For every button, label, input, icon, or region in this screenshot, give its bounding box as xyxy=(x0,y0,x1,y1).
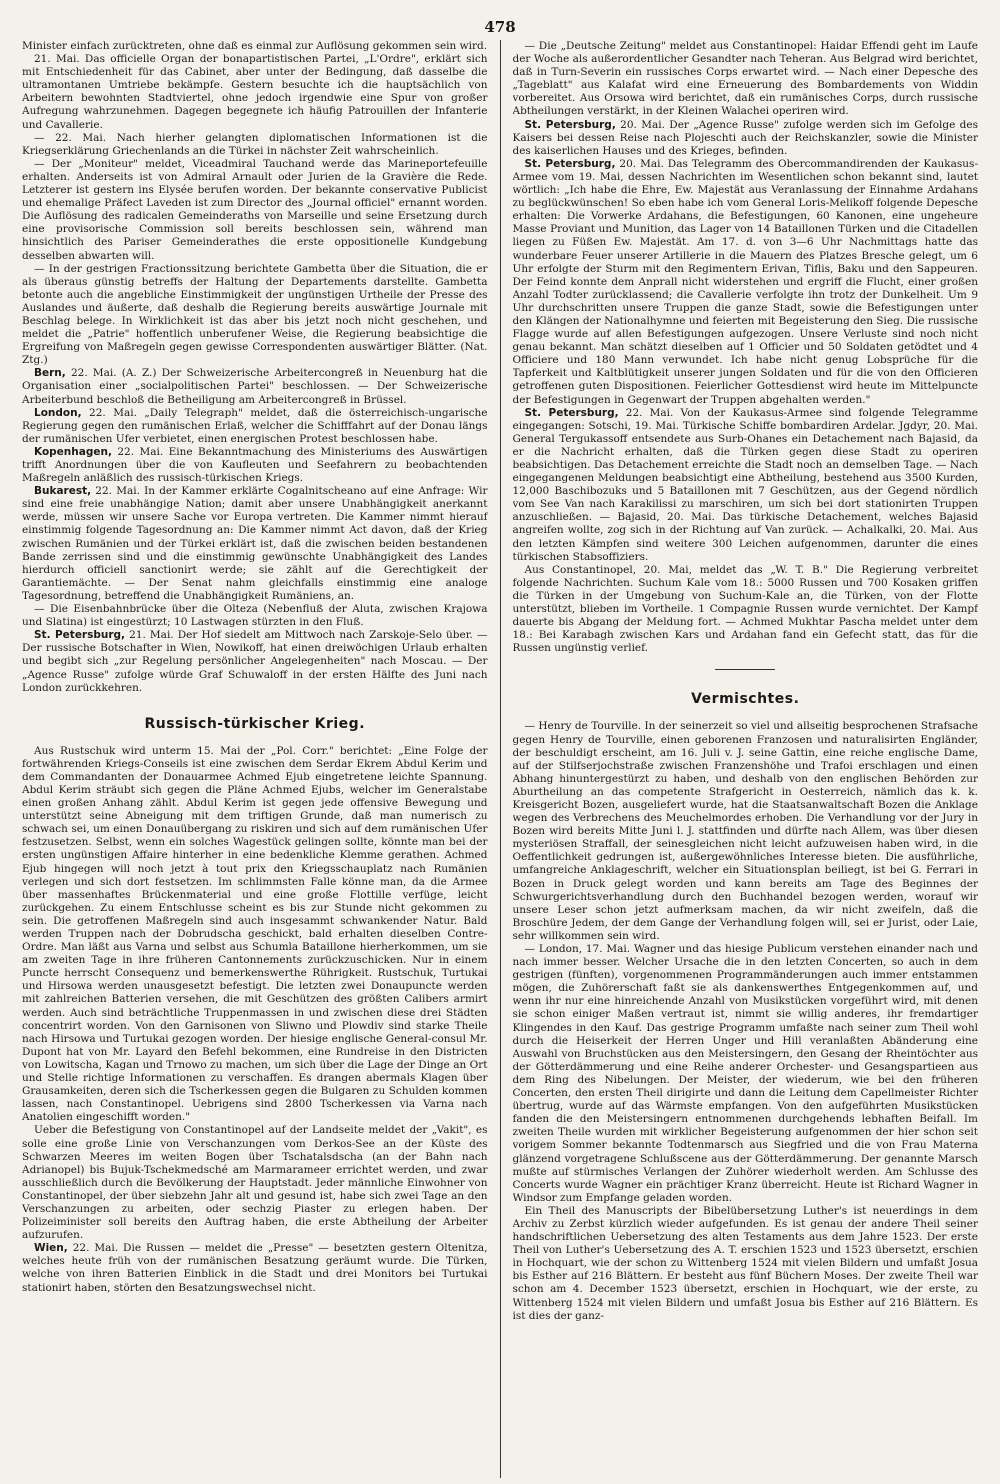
news-item xyxy=(22,629,488,694)
section-heading-war: Russisch-türkischer Krieg. xyxy=(144,715,366,732)
right-column xyxy=(513,40,979,1478)
two-column-layout xyxy=(22,40,978,1478)
article-paragraph: Minister einfach zurücktreten, ohne daß es einmal zur Auflösung gekommen sein wird. xyxy=(22,40,488,52)
news-item xyxy=(22,485,488,603)
dateline-place: Kopenhagen, xyxy=(34,445,112,458)
news-text: 22. Mai. „Daily Telegraph" meldet, daß die österreichisch-ungarische Regierung gegen den rumänischen Erlaß, welcher die Schifffahrt auf der Donau längs der rumänischen Ufer verbietet, einen energischen Protest beschlossen habe. xyxy=(22,406,488,445)
dateline-place: St. Petersburg, xyxy=(34,629,126,642)
news-text: 22. Mai. Von der Kaukasus-Armee sind folgende Telegramme eingegangen: Sotschi, 19. Mai. Türkische Schiffe bombardiren Ardelar. Jgdyr, 20. Mai. General Tergukassoff entsendete aus Surb-Ohanes ein Detachement nach Bajasid, da er die Nachricht erhalten, daß die Türken gegen diese Stadt zu operiren beabsichtigen. Das Detachement erreichte die Stadt noch an demselben Tage. — Nach eingegangenen Meldungen beabsichtigt eine Abtheilung, bestehend aus 3500 Kurden, 12,000 Baschibozuks und 5 Bataillonen mit 7 Geschützen, aus der Gegend nördlich vom See Van nach Karakilissi zu marschiren, um sich bei dort stationirten Truppen anzuschließen. — Bajasid, 20. Mai. Das türkische Detachement, welches Bajasid angreifen wollte, zog sich in der Richtung auf Van zurück. — Achalkalki, 20. Mai. Aus den letzten Kämpfen sind weitere 300 Leichen aufgenommen, darunter die eines türkischen Stabsoffiziers. xyxy=(512,406,978,563)
news-item xyxy=(22,1242,488,1294)
dateline-place: St. Petersburg, xyxy=(524,406,619,419)
article-paragraph: — 22. Mai. Nach hierher gelangten diplomatischen Informationen ist die Kriegserklärung Griechenlands an die Türkei in nächster Zeit wahrscheinlich. xyxy=(22,131,488,157)
news-text: 22. Mai. In der Kammer erklärte Cogalnitscheano auf eine Anfrage: Wir sind eine freie unabhängige Nation; damit aber unsere Unabhängigkeit anerkannt werde, müssen wir unsere Sache vor Europa vertreten. Die Kammer nimmt hierauf einstimmig folgende Tagesordnung an: Die Kammer nimmt Act davon, daß der Krieg zwischen Rumänien und der Türkei erklärt ist, daß die zwischen beiden bestandenen Bande zerrissen sind und die einstimmig gewünschte Unabhängigkeit des Landes hierdurch officiell sanctionirt werde; sie zählt auf die Gerechtigkeit der Garantiemächte. — Der Senat nahm gleichfalls einstimmig eine analoge Tagesordnung, betreffend die Unabhängigkeit Rumäniens, an. xyxy=(22,485,488,602)
dateline-place: Wien, xyxy=(34,1242,68,1255)
dateline-place: Bukarest, xyxy=(34,485,92,498)
article-paragraph: — London, 17. Mai. Wagner und das hiesige Publicum verstehen einander nach und nach immer besser. Welcher Ursache die in den letzten Concerten, so auch in dem gestrigen (fünften), vorgenommenen Programmänderungen auch immer entstammen mögen, die Zuhörerschaft faßt sie als dankenswerthes Entgegenkommen auf, und wenn ihr nur eine hinreichende Anzahl von Musikstücken vorgeführt wird, mit denen sie schon einiger Maßen vertraut ist, nimmt sie willig anderes, ihr fremdartiger Klingendes in den Kauf. Das gestrige Programm umfaßte nach seiner zum Theil wohl durch die Heiserkeit der Herren Unger und Hill veranlaßten Abänderung eine Auswahl von Bruchstücken aus den Meistersingern, den Gesang der Rheintöchter aus der Götterdämmerung und eine Reihe anderer Orchester- und Gesangspartieen aus dem Ring des Nibelungen. Der Meister, der wiederum, wie bei den früheren Concerten, den ersten Theil dirigirte und dann die Leitung dem Capellmeister Richter übertrug, wurde auf das Wärmste empfangen. Von den aufgeführten Musikstücken fanden die den Meistersingern entnommenen durchgehends lebhaften Beifall. Im zweiten Theile wurden mit wirklicher Begeisterung aufgenommen der hier schon seit vorigem Sommer bekannte Todtenmarsch aus Siegfried und die von Frau Materna glänzend vorgetragene Schlußscene aus der Götterdämmerung. Der genannte Marsch mußte auf stürmisches Verlangen der Zuhörer wiederholt werden. Am Schlusse des Concerts wurde Wagner ein prächtiger Kranz überreicht. Heute ist Richard Wagner in Windsor zum Empfange geladen worden. xyxy=(512,943,978,1204)
dateline-place: St. Petersburg, xyxy=(524,157,616,170)
news-text: 22. Mai. Die Russen — meldet die „Presse" — besetzten gestern Oltenitza, welches heute früh von der rumänischen Besatzung geräumt wurde. Die Türken, welche von ihren Batterien Einblick in die Stadt und drei Monitors bei Turtukai stationirt haben, störten den Besatzungswechsel nicht. xyxy=(22,1242,488,1294)
news-item xyxy=(22,367,488,406)
dateline-place: St. Petersburg, xyxy=(524,118,616,131)
article-paragraph: — Henry de Tourville. In der seinerzeit so viel und allseitig besprochenen Strafsache gegen Henry de Tourville, einen geborenen Franzosen und naturalisirten Engländer, der beschuldigt erscheint, am 16. Juli v. J. seine Gattin, eine reiche englische Dame, auf der Stilfserjochstraße zwischen Franzenshöhe und Trafoi erschlagen und einen Abhang hinuntergestürzt zu haben, und deshalb von den englischen Behörden zur Aburtheilung an das competente Strafgericht in Oesterreich, nämlich das k. k. Kreisgericht Bozen, ausgeliefert wurde, hat die Staatsanwaltschaft Bozen die Anklage wegen des Verbrechens des Meuchelmordes erhoben. Die Verhandlung vor der Jury in Bozen wird bereits Mitte Juni l. J. stattfinden und dürfte nach Allem, was über diesen mysteriösen Straffall, der seinesgleichen nicht leicht aufzuweisen haben wird, in die Oeffentlichkeit gedrungen ist, außergewöhnliches Interesse bieten. Die ausführliche, umfangreiche Anklageschrift, welcher ein Situationsplan beiliegt, ist bei G. Ferrari in Bozen in Druck gelegt worden und kann bereits am Tage des Beginnes der Schwurgerichtsverhandlung durch den Buchhandel bezogen werden, worauf wir unsere Leser schon jetzt aufmerksam machen, da wir nicht zweifeln, daß die Broschüre Jedem, der dem Gange der Verhandlung folgen will, sei er Jurist, oder Laie, sehr willkommen sein wird. xyxy=(512,720,978,942)
news-item xyxy=(22,446,488,485)
column-rule xyxy=(500,40,501,1478)
dateline-place: Bern, xyxy=(34,367,66,380)
news-text: 21. Mai. Der Hof siedelt am Mittwoch nach Zarskoje-Selo über. — Der russische Botschafter in Wien, Nowikoff, hat einen dreiwöchigen Urlaub erhalten und begibt sich „zur Regelung persönlicher Angelegenheiten" nach Moscau. — Der „Agence Russe" zufolge würde Graf Schuwaloff in der ersten Hälfte des Juni nach London zurückkehren. xyxy=(22,629,488,694)
news-item xyxy=(513,407,979,564)
article-paragraph: Ueber die Befestigung von Constantinopel auf der Landseite meldet der „Vakit", es solle eine große Linie von Verschanzungen vom Derkos-See an der Küste des Schwarzen Meeres im weiten Bogen über Tschatalsdscha (an der Bahn nach Adrianopel) bis Bujuk-Tschekmedsché am Marmarameer errichtet werden, und zwar ausschließlich durch die Bevölkerung der Hauptstadt. Jeder männliche Einwohner von Constantinopel, der über siebzehn Jahr alt und gesund ist, habe sich zwei Tage an den Verschanzungen zu arbeiten, oder sechzig Piaster zu erlegen haben. Der Polizeiminister soll bereits den Auftrag haben, die erste Abtheilung der Arbeiter aufzurufen. xyxy=(22,1124,488,1242)
page-number: 478 xyxy=(484,18,516,36)
news-item xyxy=(513,119,979,158)
article-paragraph: Ein Theil des Manuscripts der Bibelübersetzung Luther's ist neuerdings in dem Archiv zu Zerbst kürzlich wieder aufgefunden. Es ist genau der andere Theil seiner handschriftlichen Uebersetzung des alten Testaments aus dem Jahre 1523. Der erste Theil von Luther's Uebersetzung des A. T. erschien 1523 und 1523 übersetzt, erschien in Hochquart, wie der schon zu Wittenberg 1524 mit vielen Bildern und umfaßt Josua bis Esther auf 216 Blättern. Er besteht aus fünf Büchern Moses. Der zweite Theil war schon am 4. December 1523 übersetzt, erschien in Hochquart, wie der erste, zu Wittenberg 1524 mit vielen Bildern und umfaßt Josua bis Esther auf 216 Blättern. Es ist dies der ganz- xyxy=(512,1204,978,1322)
article-paragraph: — In der gestrigen Fractionssitzung berichtete Gambetta über die Situation, die er als überaus günstig betreffs der Haltung der Departements darstellte. Gambetta betonte auch die angebliche Einstimmigkeit der ungünstigen Urtheile der Presse des Auslandes und äußerte, daß deshalb die Regierung bereits auswärtige Journale mit Beschlag belege. In Wirklichkeit ist das aber bis jetzt noch nicht geschehen, und meldet die „Patrie" hoffentlich unberufener Weise, die Regierung beabsichtige die Ergreifung von Maßregeln gegen gewisse Correspondenten auswärtiger Blätter. (Nat. Ztg.) xyxy=(22,262,488,367)
article-paragraph: — Der „Moniteur" meldet, Viceadmiral Tauchand werde das Marineportefeuille erhalten. Anderseits ist von Admiral Arnault oder Jurien de la Gravière die Rede. Letzterer ist gestern ins Elysée berufen worden. Der bekannte conservative Publicist und ehemalige Präfect Laveden ist zum Director des „Journal officiel" ernannt worden. Die Auflösung des radicalen Gemeinderaths von Marseille und seine Ersetzung durch eine provisorische Commission soll bereits beschlossen sein, während man hinsichtlich des Pariser Gemeinderathes die erste oppositionelle Kundgebung desselben abwarten will. xyxy=(22,157,488,262)
article-paragraph: Aus Rustschuk wird unterm 15. Mai der „Pol. Corr." berichtet: „Eine Folge der fortwährenden Kriegs-Conseils ist eine zwischen dem Serdar Ekrem Abdul Kerim und dem Commandanten der Donauarmee Achmed Ejub eingetretene leichte Spannung. Abdul Kerim sträubt sich gegen die Pläne Achmed Ejubs, welcher im Generalstabe einen großen Anhang zählt. Abdul Kerim ist gegen jede offensive Bewegung und unterstützt seine Abneigung mit dem triftigen Grunde, daß man numerisch zu schwach sei, um einen Donauübergang zu riskiren und sich auf dem rumänischen Ufer festzusetzen. Selbst, wenn ein solches Wagestück gelingen sollte, könnte man bei der ersten ungünstigen Affaire hinterher in eine bedenkliche Klemme gerathen. Achmed Ejub hingegen will noch jetzt à tout prix den Kriegsschauplatz nach Rumänien verlegen und sich dort festsetzen. Im schlimmsten Falle könne man, da die Armee über massenhaftes Brückenmaterial und eine große Flottille verfüge, leicht zurückgehen. Zu einem Entschlusse scheint es bis zur Stunde nicht gekommen zu sein. Die getroffenen Maßregeln sind auch insgesammt schwankender Natur. Bald werden Truppen nach der Dobrudscha geschickt, bald erhalten dieselben Contre-Ordre. Man läßt aus Varna und selbst aus Schumla Bataillone hierherkommen, um sie am zweiten Tage in ihre früheren Cantonnements zurückzuschicken. Nur in einem Puncte herrscht Consequenz und bemerkenswerthe Rührigkeit. Rustschuk, Turtukai und Hirsowa werden unausgesetzt befestigt. Die letzten zwei Donaupuncte werden mit zahlreichen Batterien versehen, die mit Geschützen des größten Calibers armirt werden. Auch sind beträchtliche Truppenmassen in und zwischen diese drei Städten concentrirt worden. Von den Garnisonen von Sliwno und Plowdiv sind starke Theile nach Hirsowa und Turtukai gezogen worden. Der hiesige englische General-consul Mr. Dupont hat von Mr. Layard den Befehl bekommen, eine Rundreise in den Districten von Lowitscha, Kagan und Trnowo zu machen, um sich über die Lage der Dinge an Ort und Stelle richtige Informationen zu verschaffen. Es drangen abermals Klagen über Grausamkeiten, deren sich die Tscherkessen gegen die Bulgaren zu Schulden kommen lassen, nach Constantinopel. Uebrigens sind 2800 Tscherkessen via Varna nach Anatolien eingeschifft worden." xyxy=(22,744,488,1124)
news-text: 22. Mai. (A. Z.) Der Schweizerische Arbeitercongreß in Neuenburg hat die Organisation einer „socialpolitischen Partei" beschlossen. — Der Schweizerische Arbeiterbund beschloß die Betheiligung am Arbeitercongreß in Brüssel. xyxy=(22,367,488,406)
section-heading-misc: Vermischtes. xyxy=(691,691,800,708)
dateline-place: London, xyxy=(34,406,82,419)
news-text: 20. Mai. Der „Agence Russe" zufolge werden sich im Gefolge des Kaisers bei dessen Reise nach Plojeschti auch der Reichskanzler, sowie die Minister des kaiserlichen Hauses und des Krieges, befinden. xyxy=(512,118,978,157)
news-item xyxy=(513,158,979,407)
section-rule xyxy=(715,669,775,670)
news-text: 22. Mai. Eine Bekanntmachung des Ministeriums des Auswärtigen trifft Anordnungen über die von Kaufleuten und Seefahrern zu beobachtenden Maßregeln anläßlich des russisch-türkischen Kriegs. xyxy=(22,445,488,485)
article-paragraph: — Die Eisenbahnbrücke über die Olteza (Nebenfluß der Aluta, zwischen Krajowa und Slatina) ist eingestürzt; 10 Lastwagen stürzten in den Fluß. xyxy=(22,603,488,629)
news-item xyxy=(22,407,488,446)
article-paragraph: Aus Constantinopel, 20. Mai, meldet das „W. T. B." Die Regierung verbreitet folgende Nachrichten. Suchum Kale vom 18.: 5000 Russen und 700 Kosaken griffen die Türken in der Umgebung von Suchum-Kale an, die Türken, von der Flotte unterstützt, blieben im Vortheile. 1 Compagnie Russen wurde vernichtet. Der Kampf dauerte bis Abgang der Meldung fort. — Achmed Mukhtar Pascha meldet unter dem 18.: Bei Karabagh zwischen Kars und Ardahan fand ein Gefecht statt, das für die Russen ungünstig verlief. xyxy=(512,563,978,655)
article-paragraph: 21. Mai. Das officielle Organ der bonapartistischen Partei, „L'Ordre", erklärt sich mit Entschiedenheit für das Cabinet, aber unter der Bedingung, daß dasselbe die ultramontanen Umtriebe bekämpfe. Gestern besuchte ich die hauptsächlich von Arbeitern bewohnten Stadtviertel, ohne jedoch irgendwie eine Spur von großer Aufregung wahrzunehmen. Dagegen begegnete ich häufig Patrouillen der Infanterie und Cavallerie. xyxy=(22,53,488,131)
left-column xyxy=(22,40,488,1478)
news-text: 20. Mai. Das Telegramm des Obercommandirenden der Kaukasus-Armee vom 19. Mai, dessen Nachrichten im Wesentlichen schon bekannt sind, lautet wörtlich: „Ich habe die Ehre, Ew. Majestät aus Veranlassung der Einnahme Ardahans zu beglückwünschen! So eben habe ich vom General Loris-Melikoff folgende Depesche erhalten: Die Vorwerke Ardahans, die Befestigungen, 60 Kanonen, eine ungeheure Masse Proviant und Munition, das Lager von 14 Bataillonen Türken und die Citadellen liegen zu Füßen Ew. Majestät. Am 17. d. von 3—6 Uhr Nachmittags hatte das wunderbare Feuer unserer Artillerie in die Mauern des Platzes Bresche gelegt, um 6 Uhr erfolgte der Sturm mit den Regimentern Erivan, Tiflis, Baku und den Sappeuren. Der Feind konnte dem Anprall nicht widerstehen und ergriff die Flucht, einer großen Anzahl Todter zurücklassend; die Cavallerie verfolgte ihn trotz der Dunkelheit. Um 9 Uhr durchschritten unsere Truppen die ganze Stadt, sowie die Befestigungen unter den Klängen der Nationalhymne und feierten mit Begeisterung den Sieg. Die russische Flagge wurde auf allen Befestigungen aufgezogen. Unsere Verluste sind noch nicht genau bekannt. Man schätzt dieselben auf 1 Officier und 50 Soldaten getödtet und 4 Officiere und 180 Mann verwundet. Ich habe nicht genug Lobsprüche für die Tapferkeit und Kaltblütigkeit unserer jungen Soldaten und für die von den Officieren getroffenen guten Dispositionen. Feierlicher Gottesdienst wird heute im Mittelpuncte der Befestigungen in Gegenwart der Truppen abgehalten werden." xyxy=(512,157,978,406)
article-paragraph: — Die „Deutsche Zeitung" meldet aus Constantinopel: Haidar Effendi geht im Laufe der Woche als außerordentlicher Gesandter nach Teheran. Aus Belgrad wird berichtet, daß in Turn-Severin ein russisches Corps erwartet wird. — Nach einer Depesche des „Tageblatt" aus Kalafat wird eine Erneuerung des Bombardements von Widdin vorbereitet. Aus Orsowa wird berichtet, daß ein rumänisches Corps, durch russische Abtheilungen verstärkt, in der Kleinen Walachei operiren wird. xyxy=(512,40,978,118)
